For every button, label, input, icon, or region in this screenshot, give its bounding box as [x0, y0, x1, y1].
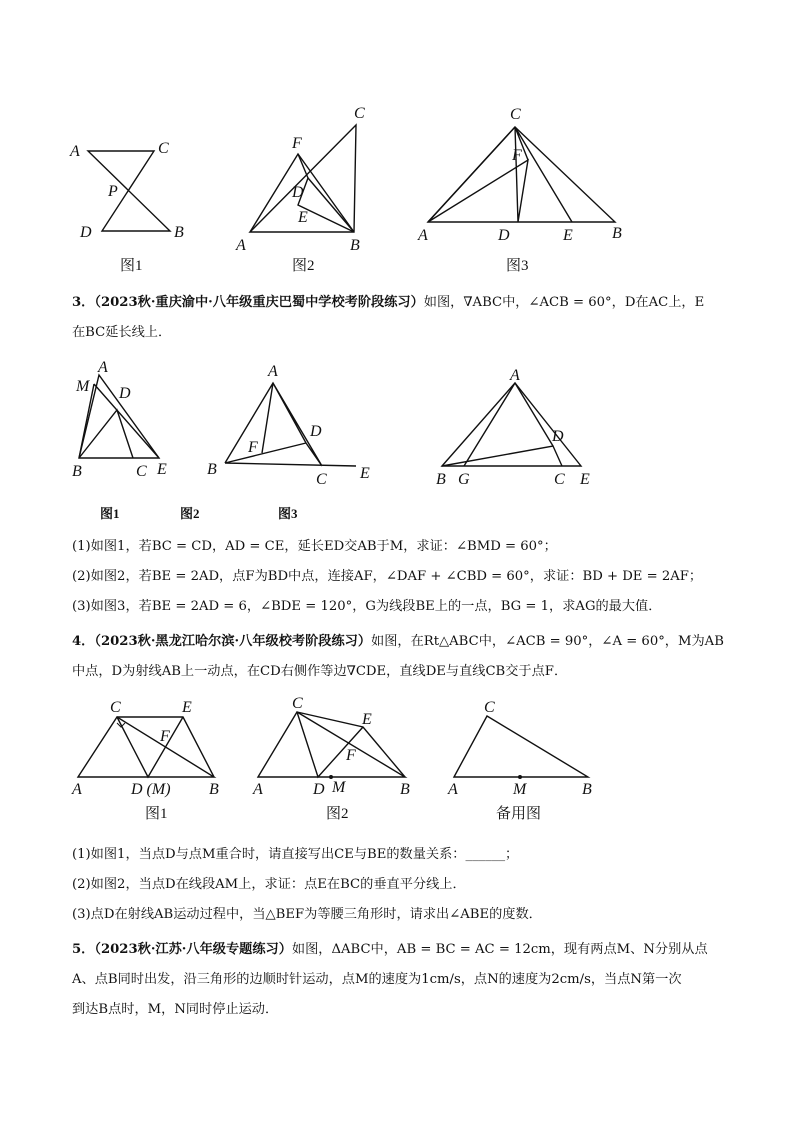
- label-A: A: [418, 227, 428, 244]
- label-B: B: [207, 461, 217, 478]
- label-A: A: [70, 143, 80, 160]
- label-E: E: [157, 461, 167, 478]
- figure-caption: 备用图: [496, 806, 542, 822]
- q5-stem-line-1: [72, 940, 732, 960]
- label-E: E: [360, 465, 370, 482]
- q5-stem-line-3: 到达B点时，M，N同时停止运动．: [72, 1002, 279, 1017]
- label-D: D: [292, 184, 304, 201]
- figure-caption: 图2: [180, 506, 200, 521]
- figure-caption: 图2: [326, 806, 349, 822]
- triangle-ABC: [454, 716, 588, 777]
- label-B: B: [72, 463, 82, 480]
- figure-caption: 图2: [292, 258, 315, 274]
- label-F: F: [160, 728, 170, 745]
- label-G: G: [458, 471, 470, 488]
- label-D: D: [80, 224, 92, 241]
- label-D: D: [310, 423, 322, 440]
- label-F: F: [292, 135, 302, 152]
- label-C: C: [292, 695, 303, 712]
- figure-caption: 图3: [506, 258, 529, 274]
- label-M: M: [332, 779, 346, 796]
- q3-source: 3．（2023秋·重庆渝中·八年级重庆巴蜀中学校考阶段练习）: [72, 295, 424, 310]
- label-D: D: [119, 385, 131, 402]
- label-C: C: [354, 105, 365, 122]
- label-F: F: [248, 439, 258, 456]
- label-C: C: [158, 140, 169, 157]
- label-B: B: [400, 781, 410, 798]
- label-C: C: [484, 699, 495, 716]
- label-F: F: [512, 147, 522, 164]
- triangle-ABC: [78, 717, 214, 777]
- label-M: M: [76, 378, 90, 395]
- midpoint-M: [518, 775, 522, 779]
- label-B: B: [612, 225, 622, 242]
- figure-caption: 图1: [145, 806, 168, 822]
- label-M: M: [513, 781, 527, 798]
- figure-caption: 图1: [120, 258, 143, 274]
- figure-caption: 图3: [278, 506, 298, 521]
- label-A: A: [448, 781, 458, 798]
- q4-figure-3: [447, 699, 592, 822]
- label-E: E: [298, 209, 308, 226]
- label-B: B: [436, 471, 446, 488]
- figure-caption: 图1: [100, 506, 120, 521]
- label-C: C: [136, 463, 147, 480]
- label-E: E: [580, 471, 590, 488]
- q4-part-3: (3)点D在射线AB运动过程中，当△BEF为等腰三角形时，请求出∠ABE的度数．: [72, 907, 542, 922]
- label-C: C: [510, 106, 521, 123]
- q3-stem: 如图，∇ABC中，∠ACB = 60°，D在AC上，E: [423, 295, 705, 310]
- q4-stem: 如图，在Rt△ABC中，∠ACB = 90°，∠A = 60°，M为AB: [371, 634, 724, 649]
- q5-source: 5．（2023秋·江苏·八年级专题练习）: [72, 942, 292, 957]
- q4-figure-2: [252, 695, 410, 822]
- label-B: B: [174, 224, 184, 241]
- q4-source: 4．（2023秋·黑龙江哈尔滨·八年级校考阶段练习）: [72, 634, 372, 649]
- label-B: B: [582, 781, 592, 798]
- label-A: A: [98, 359, 108, 376]
- label-B: B: [209, 781, 219, 798]
- q4-figure-1: [71, 699, 219, 822]
- label-C: C: [316, 471, 327, 488]
- label-F: F: [346, 747, 356, 764]
- q5-stem: 如图，ΔABC中，AB = BC = AC = 12cm，现有两点M、N分别从点: [291, 942, 708, 957]
- label-A: A: [236, 237, 246, 254]
- q3-part-3: (3)如图3，若BE = 2AD = 6，∠BDE = 120°，G为线段BE上的一点，BG = 1，求AG的最大值．: [72, 599, 662, 614]
- label-P: P: [108, 183, 118, 200]
- label-D: D: [498, 227, 510, 244]
- label-B: B: [350, 237, 360, 254]
- q4-part-1: (1)如图1，当点D与点M重合时，请直接写出CE与BE的数量关系：______；: [72, 847, 519, 862]
- label-E: E: [362, 711, 372, 728]
- q4-stem-line-2: 中点，D为射线AB上一动点，在CD右侧作等边∇CDE，直线DE与直线CB交于点F．: [72, 664, 568, 679]
- triangle-ABC: [258, 712, 405, 777]
- q3-part-1: (1)如图1，若BC = CD，AD = CE，延长ED交AB于M，求证：∠BMD = 60°；: [72, 539, 557, 554]
- q3-part-2: (2)如图2，若BE = 2AD，点F为BD中点，连接AF，∠DAF + ∠CBD = 60°，求证：BD + DE = 2AF；: [72, 569, 703, 584]
- q3-stem-line-2: 在BC延长线上．: [72, 325, 172, 340]
- label-D: D: [313, 781, 325, 798]
- label-C: C: [110, 699, 121, 716]
- label-A: A: [510, 367, 520, 384]
- label-A: A: [72, 781, 82, 798]
- label-E: E: [563, 227, 573, 244]
- label-DM: D (M): [131, 781, 171, 798]
- label-D: D: [552, 428, 564, 445]
- q5-stem-line-2: A、点B同时出发，沿三角形的边顺时针运动，点M的速度为1cm/s，点N的速度为2cm/s，当点N第一次: [72, 972, 682, 987]
- q4-part-2: (2)如图2，当点D在线段AM上，求证：点E在BC的垂直平分线上．: [72, 877, 466, 892]
- label-E: E: [182, 699, 192, 716]
- label-C: C: [554, 471, 565, 488]
- label-A: A: [268, 363, 278, 380]
- label-A: A: [253, 781, 263, 798]
